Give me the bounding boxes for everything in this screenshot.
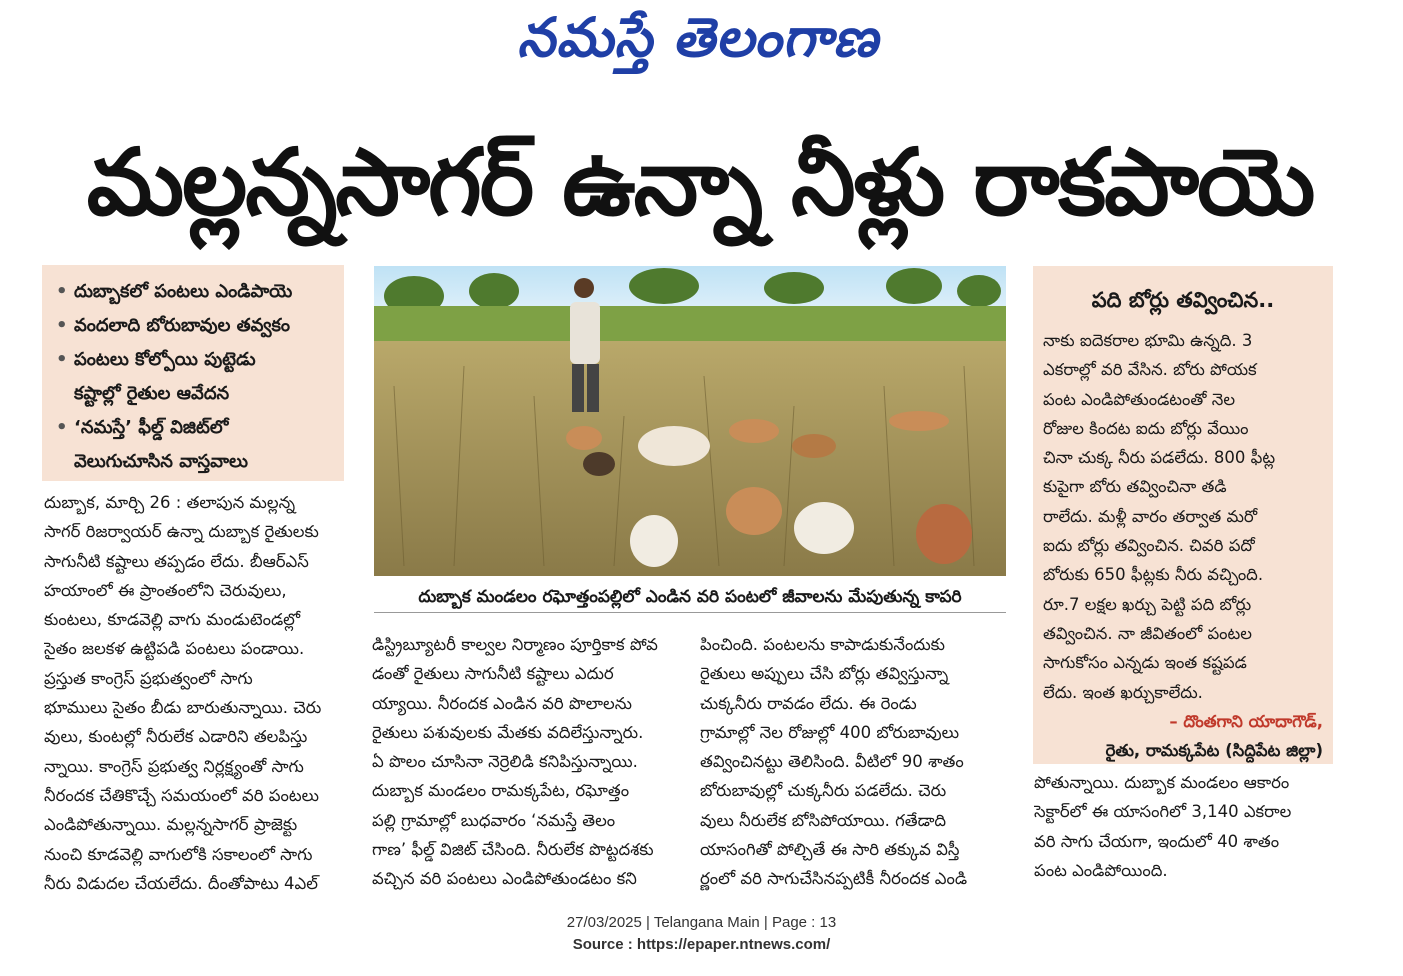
article-column-2: [372, 630, 674, 894]
text-line: ఏ పొలం చూసినా నెర్రెలిడి కనిపిస్తున్నాయి.: [372, 752, 638, 772]
text-line: దుబ్బాక, మార్చి 26 : తలాపున మల్లన్న: [44, 493, 296, 512]
text-line: నీరందక చేతికొచ్చే సమయంలో వరి పంటలు: [44, 785, 319, 805]
text-line: పంట ఎండిపోయింది.: [1034, 860, 1168, 880]
text-line: కుపైగా బోరు తవ్వించినా తడి: [1043, 477, 1227, 497]
quote-signature-role: రైతు, రామక్కపేట (సిద్దిపేట జిల్లా): [1105, 741, 1323, 761]
text-line: వరి సాగు చేయగా, ఇందులో 40 శాతం: [1034, 831, 1280, 851]
highlight-item: • పంటలు కోల్పోయి పుట్టెడు కష్టాల్లో రైతుల ఆవేదన: [56, 343, 336, 411]
text-line: సాగుకోసం ఎన్నడు ఇంత కష్టపడ: [1043, 653, 1247, 673]
text-line: బోరుకు 650 ఫీట్లకు నీరు వచ్చింది.: [1043, 565, 1264, 585]
article-column-4: [1034, 768, 1334, 885]
text-line: రైతులు అప్పులు చేసి బోర్లు తవ్విస్తున్నా: [700, 664, 949, 684]
highlights-box: [42, 265, 344, 481]
page-footer: [0, 912, 1403, 956]
text-line: పల్లి గ్రామాల్లో బుధవారం ‘నమస్తే తెలం: [372, 810, 616, 830]
text-line: నుంచి కూడవెల్లి వాగులోకి సకాలంలో సాగు: [44, 844, 313, 864]
text-line: వులు, కుంటల్లో నీరులేక ఎడారిని తలపిస్తు: [44, 727, 308, 747]
text-line: నాకు ఐదెకరాల భూమి ఉన్నది. 3: [1043, 331, 1253, 350]
text-line: హయాంలో ఈ ప్రాంతంలోని చెరువులు,: [44, 580, 287, 600]
text-line: డంతో రైతులు సాగునీటి కష్టాలు ఎదుర: [372, 664, 614, 684]
footer-source-link[interactable]: Source : https://epaper.ntnews.com/: [572, 936, 831, 953]
article-column-1: [44, 488, 344, 898]
text-line: లేదు. ఇంత ఖర్చుకాలేదు.: [1043, 682, 1203, 702]
text-line: నీరు విడుదల చేయలేదు. దీంతోపాటు 4ఎల్: [44, 873, 318, 893]
text-line: న్నాయి. కాంగ్రెస్ ప్రభుత్వ నిర్లక్ష్యంతో సాగు: [44, 756, 304, 776]
text-line: పించింది. పంటలను కాపాడుకునేందుకు: [700, 635, 945, 654]
field-photo: [374, 266, 1006, 576]
highlight-item: • ‘నమస్తే’ ఫీల్డ్ విజిట్‌లో వెలుగుచూసిన వాస్తవాలు: [56, 411, 336, 479]
footer-edition-info: 27/03/2025 | Telangana Main | Page : 13: [566, 914, 837, 931]
text-line: ర్ణంలో వరి సాగుచేసినప్పటికీ నీరందక ఎండి: [700, 869, 968, 889]
text-line: ఐదు బోర్లు తవ్వించిన. చివరి పదో: [1043, 536, 1255, 556]
text-line: సాగర్ రిజర్వాయర్ ఉన్నా దుబ్బాక రైతులకు: [44, 522, 319, 542]
article-column-3: [700, 630, 1006, 894]
text-line: ప్రస్తుత కాంగ్రెస్ ప్రభుత్వంలో సాగు: [44, 668, 253, 688]
text-line: రాలేదు. మళ్లీ వారం తర్వాత మరో: [1043, 506, 1258, 526]
text-line: చినా చుక్క నీరు పడలేదు. 800 ఫీట్ల: [1043, 448, 1276, 468]
text-line: తవ్వించిన. నా జీవితంలో పంటల: [1043, 623, 1252, 643]
text-line: వులు నీరులేక బోసిపోయాయి. గతేడాది: [700, 810, 947, 830]
text-line: య్యాయి. నీరందక ఎండిన వరి పొలాలను: [372, 693, 632, 713]
text-line: భూములు సైతం బీడు బారుతున్నాయి. చెరు: [44, 698, 322, 718]
text-line: యాసంగితో పోల్చితే ఈ సారి తక్కువ విస్తీ: [700, 840, 960, 860]
text-line: చుక్కనీరు రావడం లేదు. ఈ రెండు: [700, 693, 917, 713]
field-photo-illustration: [374, 266, 1006, 576]
text-line: పోతున్నాయి. దుబ్బాక మండలం ఆకారం: [1034, 773, 1290, 792]
highlight-item: • వందలాది బోరుబావుల తవ్వకం: [56, 309, 336, 343]
text-line: గ్రామాల్లో నెల రోజుల్లో 400 బోరుబావులు: [700, 722, 960, 742]
quote-box-body: [1043, 326, 1323, 707]
text-line: ఎండిపోతున్నాయి. మల్లన్నసాగర్ ప్రాజెక్టు: [44, 815, 298, 835]
photo-caption: దుబ్బాక మండలం రఘోత్తంపల్లిలో ఎండిన వరి పంటలో జీవాలను మేపుతున్న కాపరి: [374, 582, 1006, 613]
text-line: రోజుల కిందట ఐదు బోర్లు వేయిం: [1043, 418, 1249, 438]
text-line: రైతులు పశువులకు మేతకు వదిలేస్తున్నారు.: [372, 722, 644, 742]
text-line: వచ్చిన వరి పంటలు ఎండిపోతుండటం కని: [372, 869, 637, 889]
text-line: గాణ’ ఫీల్డ్ విజిట్ చేసింది. నీరులేక పొట్టదశకు: [372, 840, 654, 860]
text-line: కుంటలు, కూడవెల్లి వాగు మండుటెండల్లో: [44, 610, 301, 630]
text-line: డిస్ట్రిబ్యూటరీ కాల్వల నిర్మాణం పూర్తికాక పోవ: [372, 635, 658, 654]
text-line: సెక్టార్‌లో ఈ యాసంగిలో 3,140 ఎకరాల: [1034, 802, 1292, 822]
text-line: సైతం జలకళ ఉట్టిపడి పంటలు పండాయి.: [44, 639, 305, 659]
text-line: దుబ్బాక మండలం రామక్కపేట, రఘోత్తం: [372, 781, 630, 801]
quote-box-title: పది బోర్లు తవ్వించిన..: [1091, 288, 1275, 312]
highlight-item: • దుబ్బాకలో పంటలు ఎండిపాయె: [56, 275, 336, 309]
article-headline: మల్లన్నసాగర్ ఉన్నా నీళ్లు రాకపాయె: [86, 129, 1314, 236]
text-line: సాగునీటి కష్టాలు తప్పడం లేదు. బీఆర్‌ఎస్: [44, 551, 309, 571]
text-line: బోరుబావుల్లో చుక్కనీరు పడలేదు. చెరు: [700, 781, 947, 801]
newspaper-masthead: నమస్తే తెలంగాణ: [514, 6, 890, 69]
quote-signature-name: – దొంతగాని యాదాగౌడ్,: [1169, 711, 1323, 731]
text-line: రూ.7 లక్షల ఖర్చు పెట్టి పది బోర్లు: [1043, 594, 1252, 614]
text-line: ఎకరాల్లో వరి వేసిన. బోరు పోయక: [1043, 360, 1257, 380]
text-line: తవ్వించినట్టు తెలిసింది. వీటిలో 90 శాతం: [700, 752, 964, 772]
text-line: పంట ఎండిపోతుండటంతో నెల: [1043, 389, 1236, 409]
farmer-quote-box: [1033, 266, 1333, 764]
